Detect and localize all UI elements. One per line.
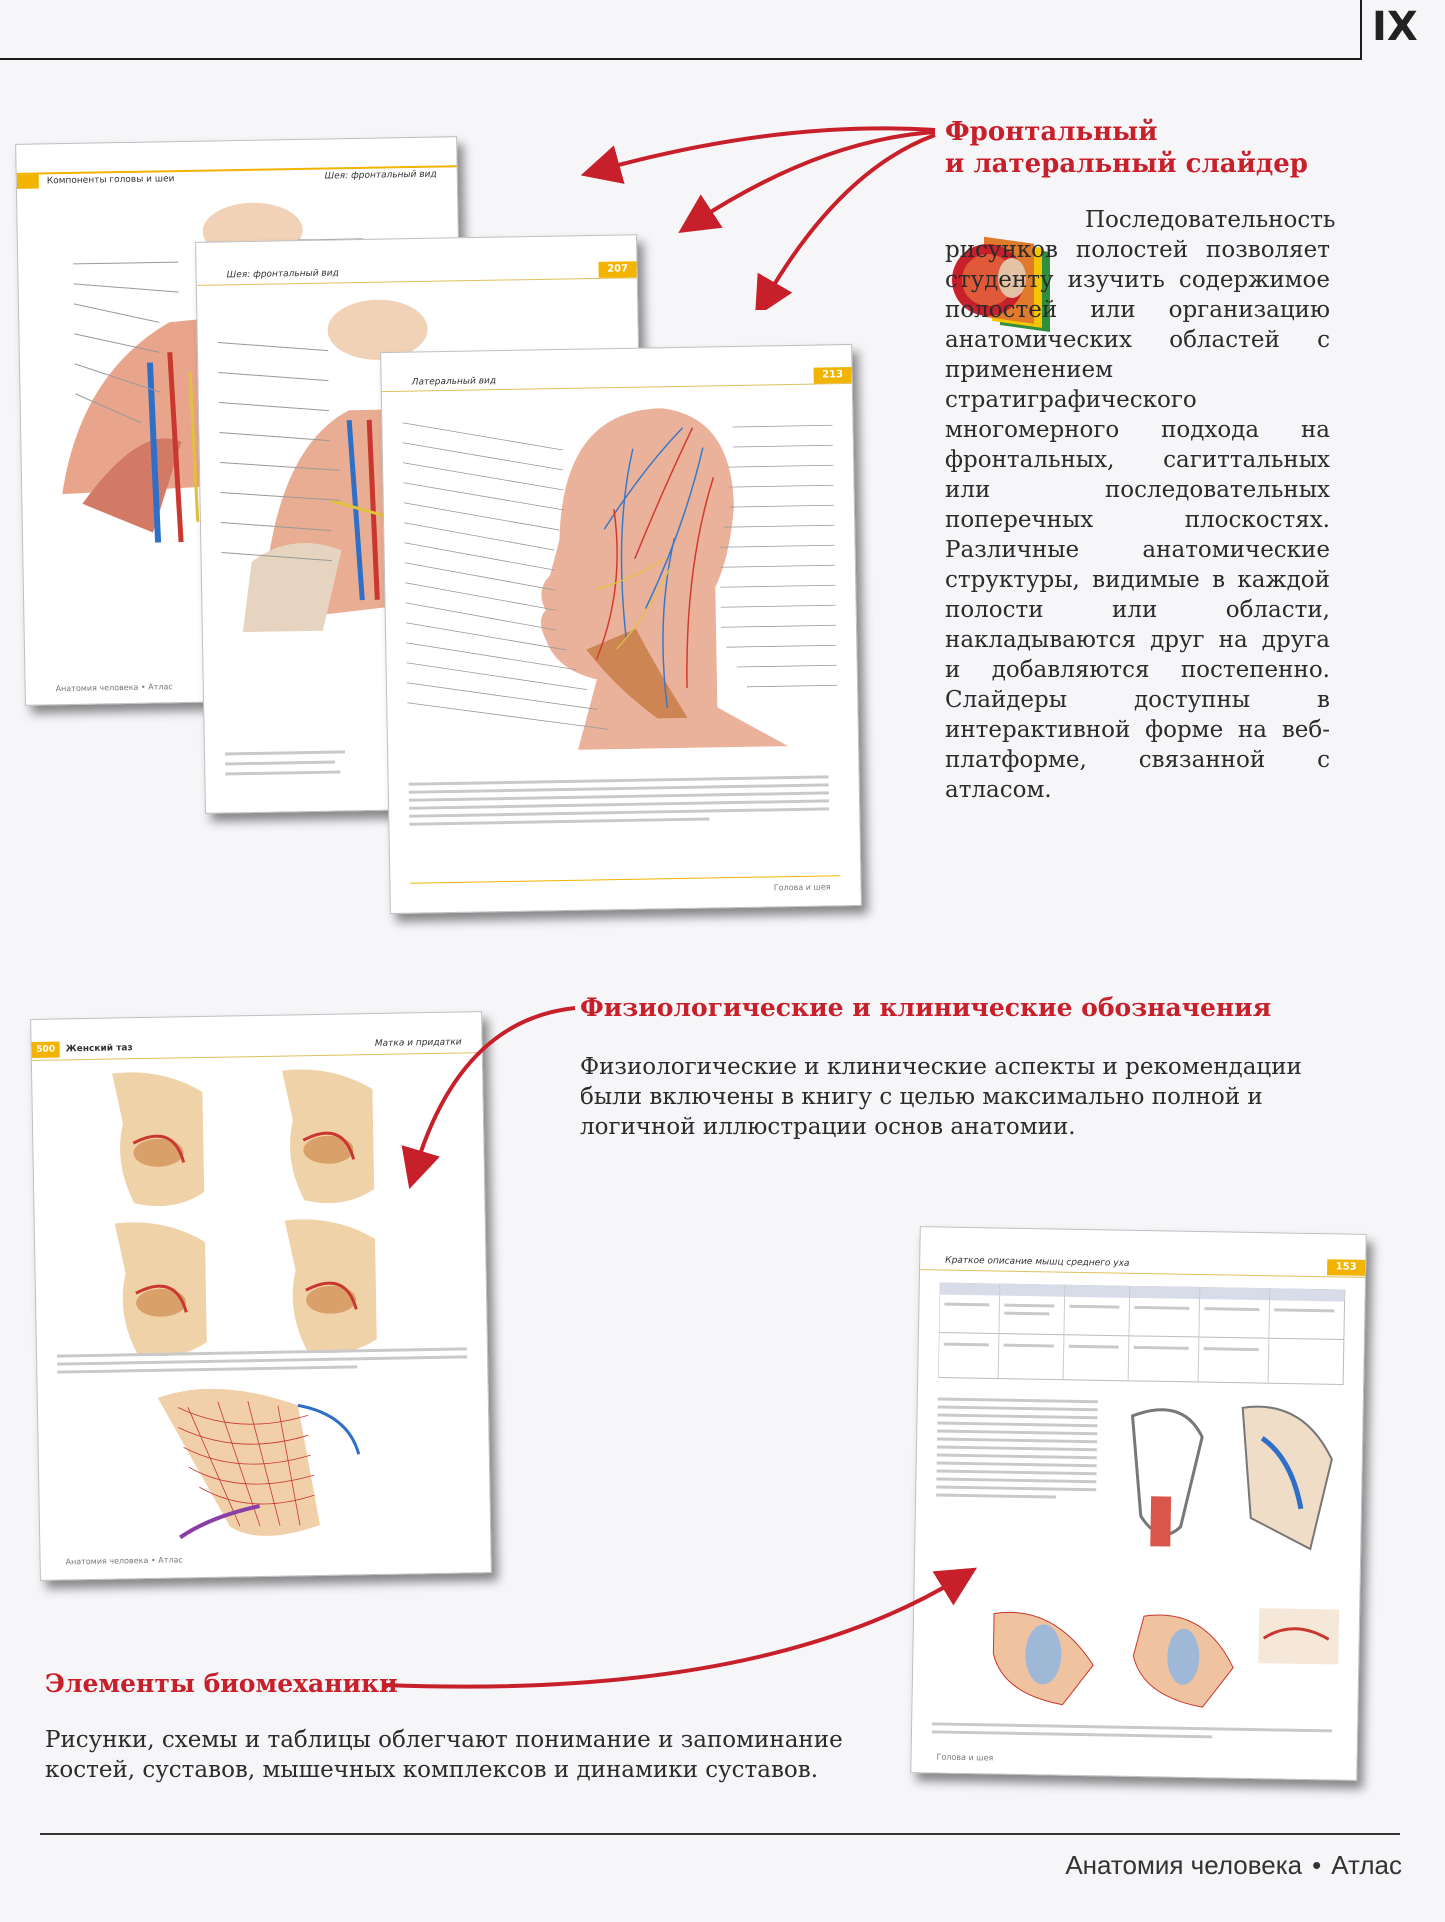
thumb3-title: Латеральный вид [411, 376, 497, 388]
footer-atlas: Атлас [1331, 1850, 1402, 1880]
slider-arrows [580, 110, 960, 310]
physio-description: Физиологические и клинические аспекты и рекомендации были включены в книгу с целью максимально полной и логичной иллюстрации основ анатомии. [580, 1054, 1302, 1140]
eustachian-tube-illustrations [932, 1602, 1344, 1719]
physio-arrow [400, 990, 590, 1190]
slider-heading-line1: Фронтальный [945, 117, 1158, 147]
slider-description: Последовательность рисунков полостей позволяет студенту изучить содержимое полостей или организацию анатомических областей с применением стратиграфического многомерного подхода на фронтальных, сагиттальных или последовательных поперечных плоскостях. Различные анатомические структуры, видимые в каждой полости или области, накладываются друг на друга и добавляются постепенно. Слайдеры доступны в интерактивной форме на веб-платформе, связанной с атласом. [945, 207, 1336, 803]
thumb4-title: Женский таз [65, 1043, 133, 1055]
thumb2-page-tab: 207 [598, 261, 636, 278]
thumb5-footer: Голова и шея [936, 1752, 994, 1763]
running-footer [1065, 1850, 1402, 1881]
footer-rule [40, 1833, 1400, 1835]
footer-book-title: Анатомия человека [1065, 1850, 1303, 1880]
biomech-heading: Элементы биомеханики [45, 1669, 398, 1698]
biomech-arrow [380, 1560, 980, 1720]
thumb4-page-tab: 500 [32, 1041, 60, 1057]
head-lateral-illustration [382, 385, 859, 773]
thumb1-subtitle: Шея: фронтальный вид [324, 169, 437, 182]
slider-heading-line2: и латеральный слайдер [945, 149, 1308, 179]
header-rule [0, 58, 1360, 60]
physio-heading: Физиологические и клинические обозначения [580, 993, 1272, 1022]
thumb3-footer: Голова и шея [773, 882, 831, 893]
thumb2-title: Шея: фронтальный вид [226, 268, 339, 281]
thumb1-footer: Анатомия человека • Атлас [55, 682, 173, 694]
muscles-table-graphic [938, 1282, 1350, 1389]
page-number: IX [1372, 4, 1418, 50]
thumb3-page-tab: 213 [813, 367, 851, 384]
thumb5-page-tab: 153 [1327, 1259, 1365, 1276]
thumb1-title: Компоненты головы и шеи [46, 174, 175, 187]
biomech-description: Рисунки, схемы и таблицы облегчают понимание и запоминание костей, суставов, мышечных комплексов и динамики суставов. [45, 1727, 843, 1783]
thumb5-title: Краткое описание мышц среднего уха [945, 1255, 1130, 1269]
ossicles-illustration [1110, 1396, 1353, 1560]
thumb4-footer: Анатомия человека • Атлас [65, 1555, 183, 1567]
uterus-fibres-illustration [117, 1373, 460, 1549]
thumbnail-lateral-view [380, 344, 862, 914]
footer-separator: • [1312, 1850, 1322, 1880]
header-divider [1360, 0, 1362, 60]
thumb4-subtitle: Матка и придатки [374, 1037, 462, 1049]
